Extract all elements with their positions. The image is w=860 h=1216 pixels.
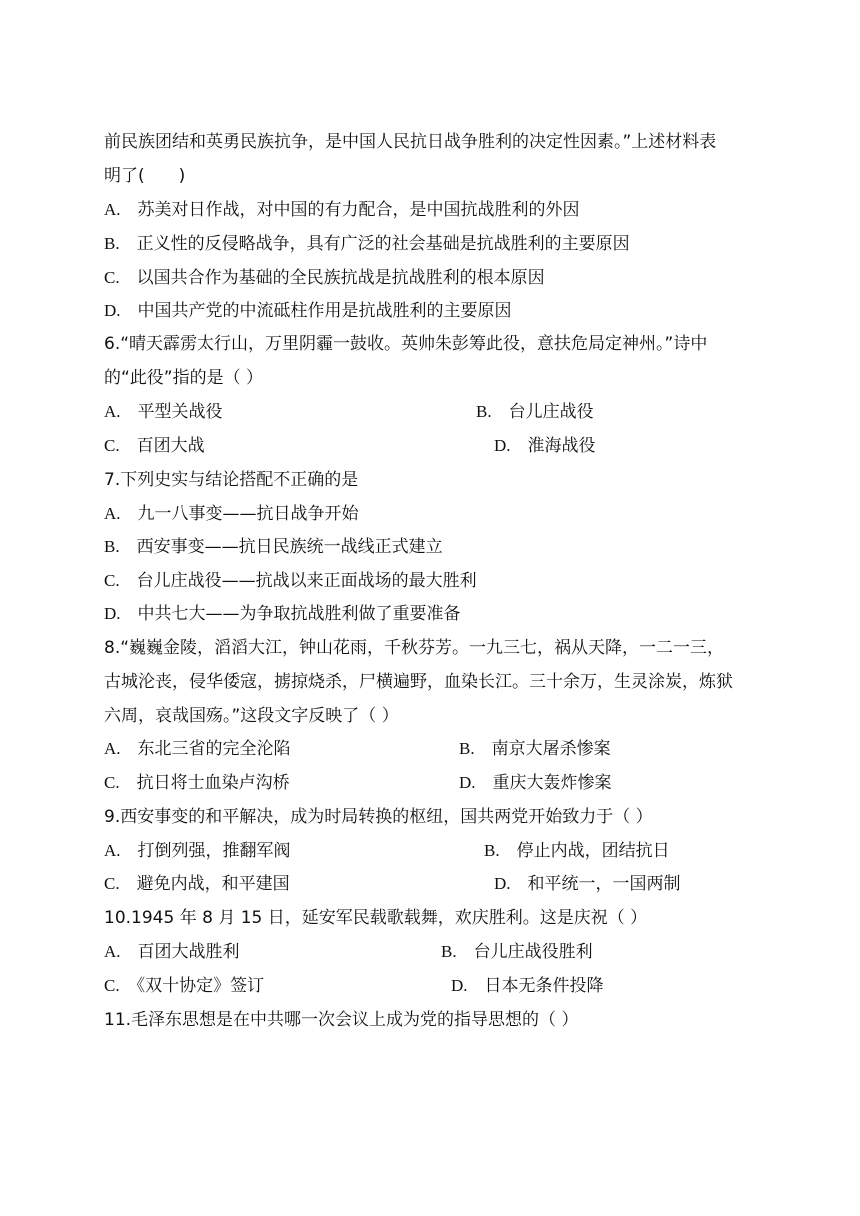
q5-option-d bbox=[104, 301, 512, 321]
option-text: 避免内战，和平建国 bbox=[136, 874, 290, 894]
q8-option-a bbox=[104, 739, 291, 759]
option-label: D. bbox=[494, 436, 511, 455]
option-text: 中国共产党的中流砥柱作用是抗战胜利的主要原因 bbox=[137, 301, 512, 321]
q7-option-c bbox=[104, 571, 477, 591]
q6-option-c bbox=[104, 436, 205, 456]
q8-stem-line-1: 8.“巍巍金陵，滔滔大江，钟山花雨，千秋芬芳。一九三七，祸从天降，一二一三， bbox=[104, 638, 725, 658]
option-text: 百团大战胜利 bbox=[137, 942, 240, 962]
q5-stem-line-2: 明了( ) bbox=[104, 166, 186, 186]
option-text: 日本无条件投降 bbox=[484, 976, 604, 996]
q9-stem-line-1: 9.西安事变的和平解决，成为时局转换的枢纽，国共两党开始致力于（ ） bbox=[104, 807, 653, 827]
q10-option-c bbox=[104, 976, 264, 996]
q8-stem-line-3: 六周，哀哉国殇。”这段文字反映了（ ） bbox=[104, 706, 399, 726]
option-label: C. bbox=[104, 874, 120, 893]
q5-option-a bbox=[104, 200, 580, 220]
q9-option-d bbox=[494, 874, 681, 894]
option-label: A. bbox=[104, 200, 121, 219]
option-label: B. bbox=[459, 739, 475, 758]
option-text: 《双十协定》签订 bbox=[136, 976, 265, 996]
q8-option-d bbox=[459, 773, 612, 793]
option-label: B. bbox=[104, 234, 120, 253]
q7-option-a bbox=[104, 504, 359, 524]
option-label: D. bbox=[451, 976, 468, 995]
q8-stem-line-2: 古城沦丧，侵华倭寇，掳掠烧杀，尸横遍野，血染长江。三十余万，生灵涂炭，炼狱 bbox=[104, 672, 733, 692]
q6-stem-line-2: 的“此役”指的是（ ） bbox=[104, 368, 264, 388]
option-text: 打倒列强，推翻军阀 bbox=[137, 841, 291, 861]
option-label: C. bbox=[104, 268, 120, 287]
option-label: B. bbox=[476, 402, 492, 421]
q5-stem-line-1: 前民族团结和英勇民族抗争，是中国人民抗日战争胜利的决定性因素。”上述材料表 bbox=[104, 132, 717, 152]
q5-option-c bbox=[104, 268, 545, 288]
option-label: D. bbox=[104, 301, 121, 320]
option-text: 停止内战，团结抗日 bbox=[516, 841, 670, 861]
q9-option-c bbox=[104, 874, 290, 894]
option-text: 淮海战役 bbox=[527, 436, 596, 456]
option-text: 平型关战役 bbox=[137, 402, 223, 422]
q10-option-d bbox=[451, 976, 604, 996]
q8-option-c bbox=[104, 773, 290, 793]
q7-stem-line-1: 7.下列史实与结论搭配不正确的是 bbox=[104, 470, 359, 490]
option-text: 西安事变——抗日民族统一战线正式建立 bbox=[136, 537, 443, 557]
q9-option-a bbox=[104, 841, 291, 861]
q10-stem-line-1: 10.1945 年 8 月 15 日，延安军民载歌载舞，欢庆胜利。这是庆祝（ ） bbox=[104, 908, 648, 928]
q9-option-b bbox=[484, 841, 670, 861]
option-label: D. bbox=[104, 604, 121, 623]
option-text: 和平统一，一国两制 bbox=[527, 874, 681, 894]
option-text: 苏美对日作战，对中国的有力配合，是中国抗战胜利的外因 bbox=[137, 200, 580, 220]
option-label: A. bbox=[104, 504, 121, 523]
option-text: 抗日将士血染卢沟桥 bbox=[136, 773, 290, 793]
option-text: 中共七大——为争取抗战胜利做了重要准备 bbox=[137, 604, 461, 624]
option-text: 台儿庄战役 bbox=[508, 402, 594, 422]
option-label: B. bbox=[104, 537, 120, 556]
option-text: 九一八事变——抗日战争开始 bbox=[137, 504, 359, 524]
option-label: A. bbox=[104, 841, 121, 860]
option-label: D. bbox=[494, 874, 511, 893]
option-label: C. bbox=[104, 436, 120, 455]
option-label: A. bbox=[104, 402, 121, 421]
option-text: 东北三省的完全沦陷 bbox=[137, 739, 291, 759]
q6-option-b bbox=[476, 402, 594, 422]
q7-option-b bbox=[104, 537, 443, 557]
q10-option-a bbox=[104, 942, 240, 962]
option-label: C. bbox=[104, 773, 120, 792]
option-text: 南京大屠杀惨案 bbox=[491, 739, 611, 759]
q6-stem-line-1: 6.“晴天霹雳太行山，万里阴霾一鼓收。英帅朱彭筹此役，意扶危局定神州。”诗中 bbox=[104, 334, 708, 354]
option-label: B. bbox=[441, 942, 457, 961]
option-text: 正义性的反侵略战争，具有广泛的社会基础是抗战胜利的主要原因 bbox=[136, 234, 630, 254]
q11-stem-line-1: 11.毛泽东思想是在中共哪一次会议上成为党的指导思想的（ ） bbox=[104, 1010, 579, 1030]
option-text: 台儿庄战役——抗战以来正面战场的最大胜利 bbox=[136, 571, 477, 591]
option-text: 以国共合作为基础的全民族抗战是抗战胜利的根本原因 bbox=[136, 268, 545, 288]
q10-option-b bbox=[441, 942, 593, 962]
option-text: 百团大战 bbox=[136, 436, 205, 456]
q7-option-d bbox=[104, 604, 461, 624]
q6-option-d bbox=[494, 436, 596, 456]
option-label: D. bbox=[459, 773, 476, 792]
option-label: C. bbox=[104, 571, 120, 590]
q5-option-b bbox=[104, 234, 630, 254]
q8-option-b bbox=[459, 739, 611, 759]
q6-option-a bbox=[104, 402, 223, 422]
option-text: 重庆大轰炸惨案 bbox=[492, 773, 612, 793]
option-label: A. bbox=[104, 739, 121, 758]
option-label: A. bbox=[104, 942, 121, 961]
option-text: 台儿庄战役胜利 bbox=[473, 942, 593, 962]
option-label: C. bbox=[104, 976, 120, 995]
option-label: B. bbox=[484, 841, 500, 860]
